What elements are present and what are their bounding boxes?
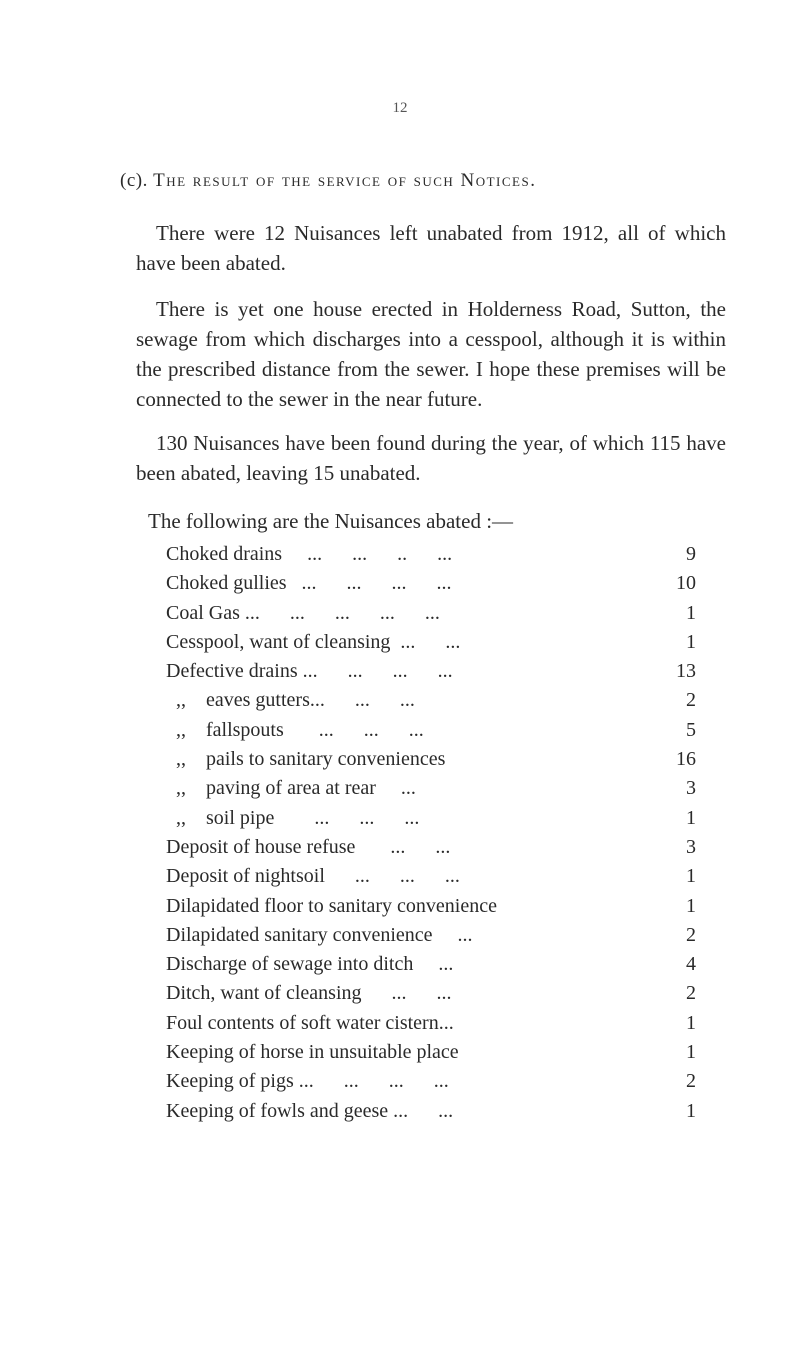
paragraph-text: 130 Nuisances have been found during the year, of which 115 have been abated, leaving 15 unabated.: [136, 431, 726, 485]
table-row: [166, 979, 696, 1008]
table-row: [166, 1009, 696, 1038]
table-row: [166, 833, 696, 862]
table-row: [166, 657, 696, 686]
nuisance-count: 13: [676, 660, 696, 683]
nuisance-count: 1: [686, 894, 696, 917]
table-row: [166, 1038, 696, 1067]
section-marker: (c).: [120, 170, 148, 191]
nuisance-count: 3: [686, 777, 696, 800]
table-row: [166, 540, 696, 569]
paragraph-list-intro: [148, 506, 738, 536]
nuisance-count: 5: [686, 718, 696, 741]
nuisance-label: Deposit of house refuse ... ...: [166, 835, 451, 858]
nuisance-count: 9: [686, 543, 696, 565]
nuisance-label: Ditch, want of cleansing ... ...: [166, 982, 452, 1005]
nuisance-count: 3: [686, 835, 696, 858]
nuisance-label: ,, pails to sanitary conveniences: [176, 748, 446, 771]
nuisance-count: 16: [676, 748, 696, 771]
nuisance-count: 2: [686, 689, 696, 712]
nuisances-table: [166, 540, 696, 1126]
section-heading: [120, 170, 536, 192]
table-row: [166, 1097, 696, 1126]
page-number: 12: [392, 100, 408, 116]
nuisance-label: Keeping of pigs ... ... ... ...: [166, 1070, 449, 1093]
paragraph-text: The following are the Nuisances abated :—: [148, 509, 514, 533]
nuisance-label: Dilapidated floor to sanitary convenience: [166, 894, 497, 917]
nuisance-count: 1: [686, 865, 696, 888]
paragraph-nuisances-found: [136, 428, 726, 488]
nuisance-label: ,, fallspouts ... ... ...: [176, 718, 424, 741]
nuisance-count: 2: [686, 923, 696, 946]
nuisance-label: Dilapidated sanitary convenience ...: [166, 923, 473, 946]
nuisance-label: ,, eaves gutters... ... ...: [176, 689, 415, 712]
nuisance-count: 1: [686, 1041, 696, 1064]
nuisance-label: ,, paving of area at rear ...: [176, 777, 416, 800]
nuisance-label: Keeping of horse in unsuitable place: [166, 1041, 459, 1064]
table-row: [166, 569, 696, 598]
nuisance-count: 2: [686, 1070, 696, 1093]
table-row: [166, 804, 696, 833]
nuisance-label: Foul contents of soft water cistern...: [166, 1011, 454, 1034]
nuisance-count: 2: [686, 982, 696, 1005]
nuisance-count: 1: [686, 1099, 696, 1122]
paragraph-unabated-1912: [136, 218, 726, 278]
section-title: The result of the service of such Notices.: [153, 170, 537, 191]
nuisance-label: Keeping of fowls and geese ... ...: [166, 1099, 454, 1122]
nuisance-label: Choked gullies ... ... ... ...: [166, 572, 452, 595]
table-row: [166, 774, 696, 803]
nuisance-label: Defective drains ... ... ... ...: [166, 660, 453, 683]
table-row: [166, 599, 696, 628]
paragraph-holderness-road: [136, 294, 726, 414]
nuisance-label: Deposit of nightsoil ... ... ...: [166, 865, 460, 888]
nuisance-label: Coal Gas ... ... ... ... ...: [166, 601, 440, 624]
nuisance-label: Discharge of sewage into ditch ...: [166, 953, 454, 976]
table-row: [166, 716, 696, 745]
nuisance-count: 1: [686, 1011, 696, 1034]
table-row: [166, 950, 696, 979]
table-row: [166, 892, 696, 921]
nuisance-label: Choked drains ... ... .. ...: [166, 543, 453, 565]
nuisance-count: 10: [676, 572, 696, 595]
nuisance-label: ,, soil pipe ... ... ...: [176, 806, 420, 829]
paragraph-text: There is yet one house erected in Holderness Road, Sutton, the sewage from which discharges into a cesspool, although it is within the prescribed distance from the sewer. I hope these premises will be connected to the sewer in the near future.: [136, 297, 726, 411]
nuisance-count: 1: [686, 630, 696, 653]
nuisance-label: Cesspool, want of cleansing ... ...: [166, 630, 461, 653]
table-row: [166, 921, 696, 950]
nuisance-count: 4: [686, 953, 696, 976]
table-row: [166, 628, 696, 657]
paragraph-text: There were 12 Nuisances left unabated from 1912, all of which have been abated.: [136, 221, 726, 275]
nuisance-count: 1: [686, 601, 696, 624]
table-row: [166, 862, 696, 891]
nuisance-count: 1: [686, 806, 696, 829]
table-row: [166, 1067, 696, 1096]
table-row: [166, 745, 696, 774]
table-row: [166, 686, 696, 715]
